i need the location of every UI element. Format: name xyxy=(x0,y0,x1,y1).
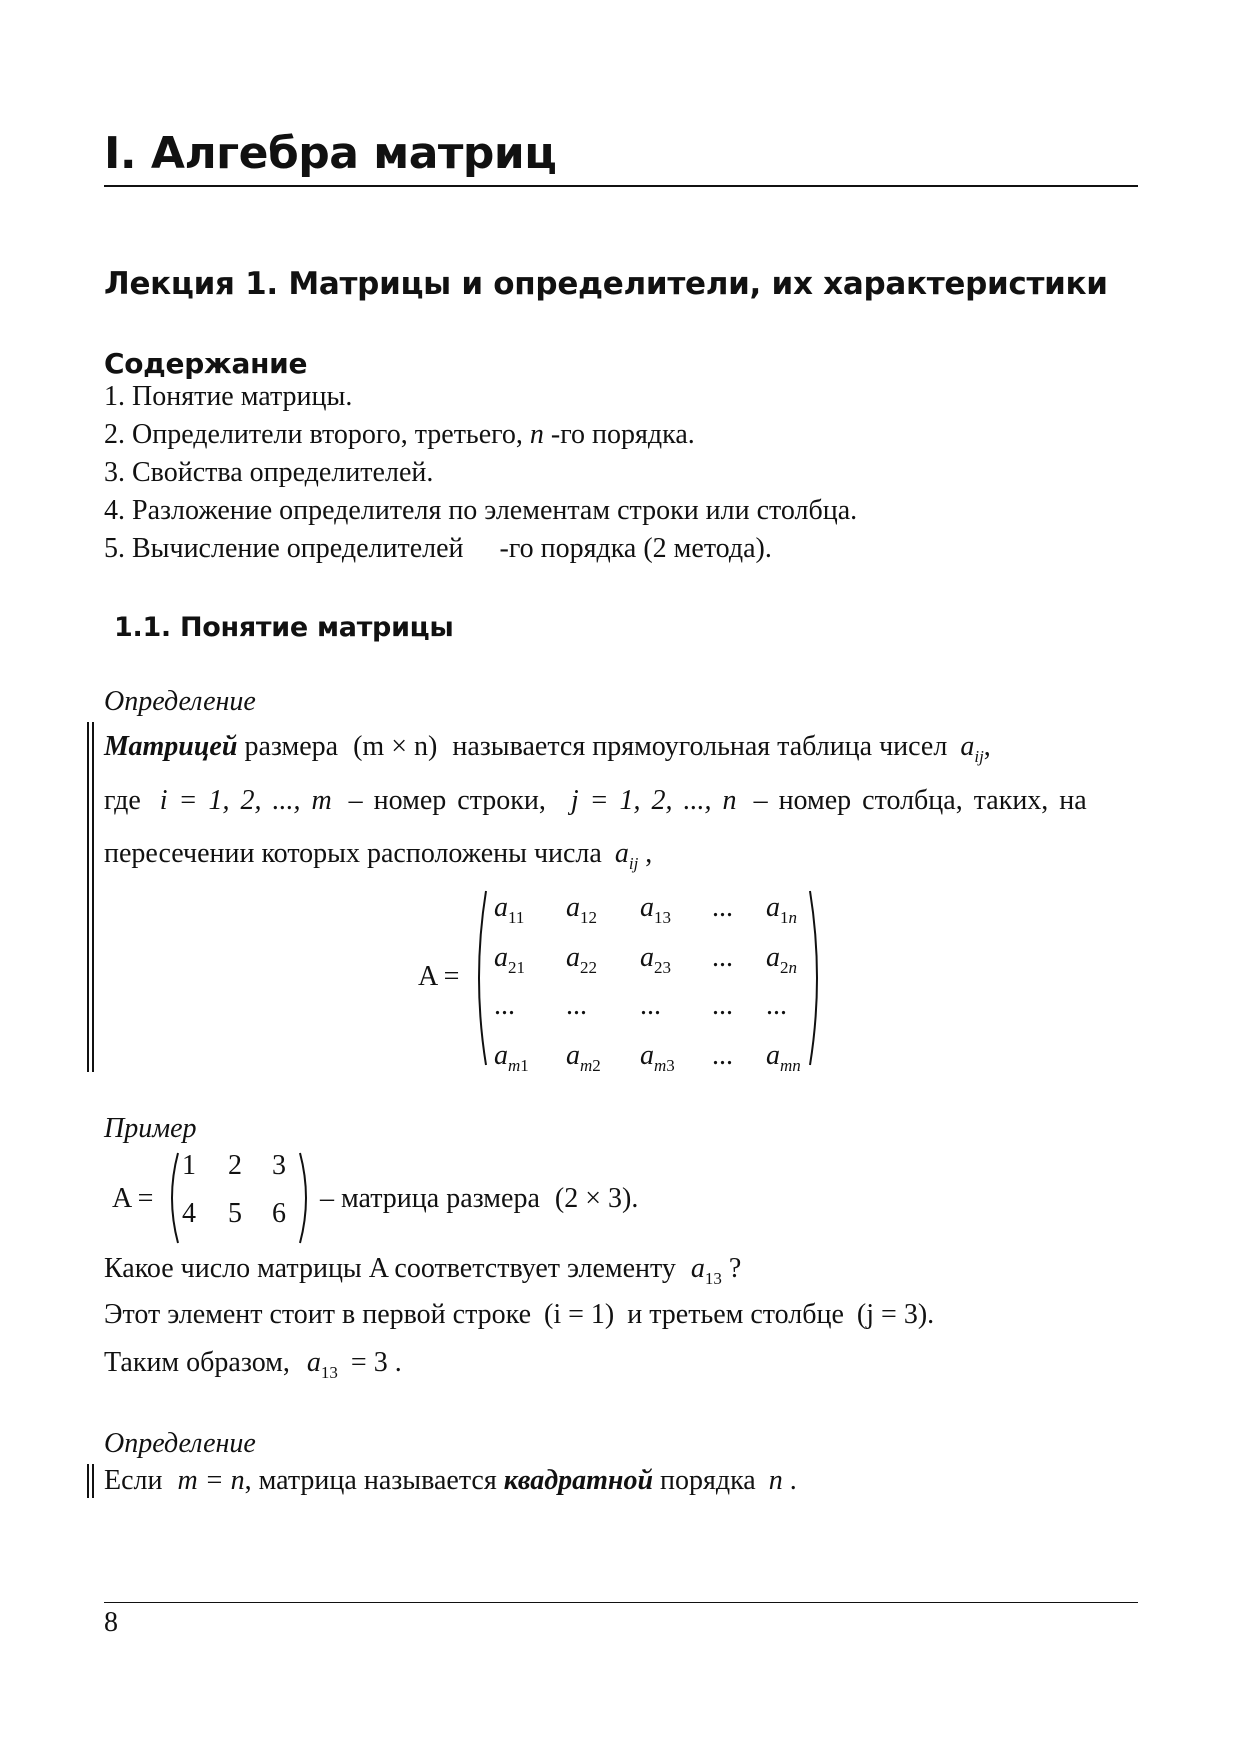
matrix-cell: $a_{11}$ xyxy=(494,892,525,927)
matrix-cell: $a_{21}$ xyxy=(494,942,525,977)
matrix-cell: $a_{2n}$ xyxy=(766,942,797,977)
matrix-cell: ... xyxy=(712,990,733,1021)
example-right-paren xyxy=(296,1150,314,1246)
definition2-text: Если m = n, матрица называется квадратной порядка n . xyxy=(104,1465,797,1496)
example-matrix-cell: 6 xyxy=(272,1198,286,1229)
example-matrix-cell: 3 xyxy=(272,1150,286,1181)
example-matrix-cell: 2 xyxy=(228,1150,242,1181)
contents-item-5: 5. Вычисление определителей -го порядка (2 метода). xyxy=(104,533,772,564)
matrix-label: A = xyxy=(418,961,460,992)
example-answer-line: Этот элемент стоит в первой строке (i = 1) и третьем столбце (j = 3). xyxy=(104,1299,935,1330)
matrix-cell: ... xyxy=(566,990,587,1021)
definition-line-1: Матрицей размера (m × n) называется прямоугольная таблица чисел $a_{ij}$, xyxy=(104,731,991,766)
matrix-right-paren xyxy=(806,888,826,1068)
matrix-cell: $a_{12}$ xyxy=(566,892,597,927)
matrix-cell: $a_{23}$ xyxy=(640,942,671,977)
example-matrix-cell: 4 xyxy=(182,1198,196,1229)
matrix-cell: $a_{1n}$ xyxy=(766,892,797,927)
definition2-label: Определение xyxy=(104,1428,256,1459)
matrix-cell: $a_{22}$ xyxy=(566,942,597,977)
matrix-cell: ... xyxy=(494,990,515,1021)
example-matrix-cell: 1 xyxy=(182,1150,196,1181)
definition-line-2: где i = 1, 2, ..., m – номер строки, j = 1, 2, ..., n – номер столбца, таких, на xyxy=(104,785,1087,816)
matrix-cell: ... xyxy=(640,990,661,1021)
example-question: Какое число матрицы A соответствует элементу $a_{13}$ ? xyxy=(104,1253,742,1288)
example-matrix-label: A = xyxy=(112,1183,154,1214)
contents-item-4: 4. Разложение определителя по элементам строки или столбца. xyxy=(104,495,858,526)
example-left-paren xyxy=(164,1150,182,1246)
matrix-cell: $a_{m2}$ xyxy=(566,1040,601,1075)
example-conclusion: Таким образом, $a_{13} = 3$ . xyxy=(104,1347,402,1382)
matrix-cell: $a_{13}$ xyxy=(640,892,671,927)
definition2-bar-right xyxy=(92,1464,94,1498)
definition-line-3: пересечении которых расположены числа $a_{ij}$ , xyxy=(104,838,653,873)
matrix-cell: ... xyxy=(712,942,733,973)
matrix-cell: $a_{mn}$ xyxy=(766,1040,801,1075)
definition2-bar-left xyxy=(87,1464,89,1498)
page-number: 8 xyxy=(104,1607,118,1638)
contents-item-1: 1. Понятие матрицы. xyxy=(104,381,353,412)
definition-bar-right xyxy=(92,722,94,1072)
footer-rule xyxy=(104,1602,1138,1603)
matrix-cell: ... xyxy=(766,990,787,1021)
matrix-cell: $a_{m3}$ xyxy=(640,1040,675,1075)
example-label: Пример xyxy=(104,1113,197,1144)
matrix-cell: ... xyxy=(712,892,733,923)
example-matrix-cell: 5 xyxy=(228,1198,242,1229)
lecture-title: Лекция 1. Матрицы и определители, их характеристики xyxy=(104,266,1108,302)
matrix-left-paren xyxy=(470,888,490,1068)
example-description: – матрица размера (2 × 3). xyxy=(320,1183,639,1214)
contents-item-3: 3. Свойства определителей. xyxy=(104,457,434,488)
definition-label: Определение xyxy=(104,686,256,717)
contents-title: Содержание xyxy=(104,347,308,380)
chapter-rule xyxy=(104,185,1138,187)
matrix-cell: ... xyxy=(712,1040,733,1071)
contents-item-2: 2. Определители второго, третьего, n -го порядка. xyxy=(104,419,695,450)
section-title: 1.1. Понятие матрицы xyxy=(114,612,454,643)
matrix-cell: $a_{m1}$ xyxy=(494,1040,529,1075)
definition-bar-left xyxy=(87,722,89,1072)
chapter-title: I. Алгебра матриц xyxy=(104,128,557,179)
